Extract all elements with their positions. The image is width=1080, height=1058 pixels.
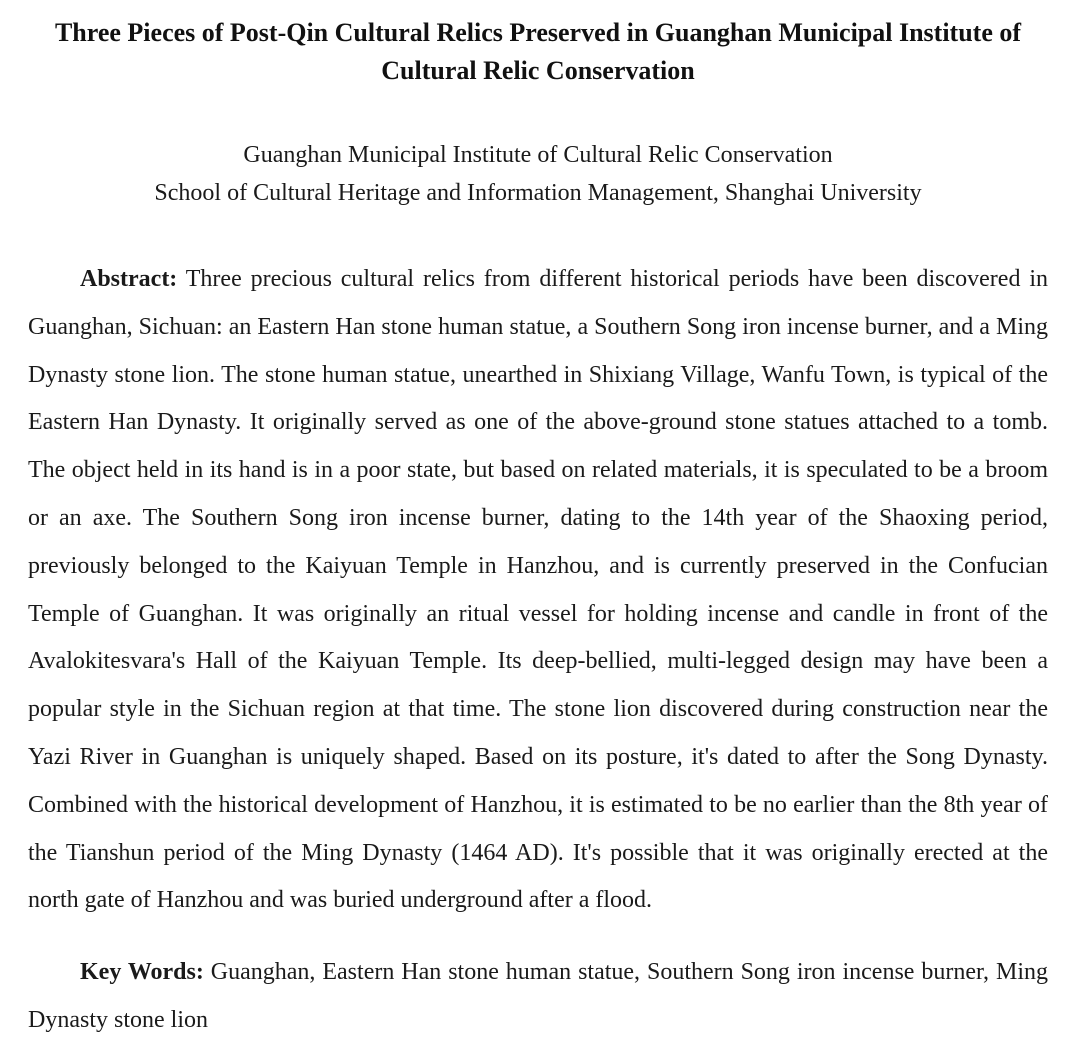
abstract-paragraph (28, 256, 1048, 925)
paper-title-line-1: Three Pieces of Post-Qin Cultural Relics Preserved in Guanghan Municipal Institute of (54, 18, 1022, 47)
paper-title-line-2: Cultural Relic Conservation (381, 56, 695, 85)
abstract-label: Abstract: (80, 266, 178, 292)
paper-title (28, 0, 1048, 90)
abstract-text: Three precious cultural relics from different historical periods have been discovered in Guanghan, Sichuan: an Eastern Han stone human statue, a Southern Song iron incense burner, and a Ming Dynasty stone lion. The stone human statue, unearthed in Shixiang Village, Wanfu Town, is typical of the Eastern Han Dynasty. It originally served as one of the above-ground stone statues attached to a tomb. The object held in its hand is in a poor state, but based on related materials, it is speculated to be a broom or an axe. The Southern Song iron incense burner, dating to the 14th year of the Shaoxing period, previously belonged to the Kaiyuan Temple in Hanzhou, and is currently preserved in the Confucian Temple of Guanghan. It was originally an ritual vessel for holding incense and candle in front of the Avalokitesvara's Hall of the Kaiyuan Temple. Its deep-bellied, multi-legged design may have been a popular style in the Sichuan region at that time. The stone lion discovered during construction near the Yazi River in Guanghan is uniquely shaped. Based on its posture, it's dated to after the Song Dynasty. Combined with the historical development of Hanzhou, it is estimated to be no earlier than the 8th year of the Tianshun period of the Ming Dynasty (1464 AD). It's possible that it was originally erected at the north gate of Hanzhou and was buried underground after a flood. (28, 266, 1048, 914)
author-affiliations (28, 136, 1048, 212)
keywords-text: Guanghan, Eastern Han stone human statue, Southern Song iron incense burner, Ming Dynasty stone lion (28, 959, 1048, 1033)
keywords-label: Key Words: (80, 959, 204, 986)
affiliation-1: Guanghan Municipal Institute of Cultural Relic Conservation (243, 142, 833, 168)
keywords-paragraph (28, 949, 1048, 1045)
affiliation-2: School of Cultural Heritage and Information Management, Shanghai University (154, 180, 922, 206)
